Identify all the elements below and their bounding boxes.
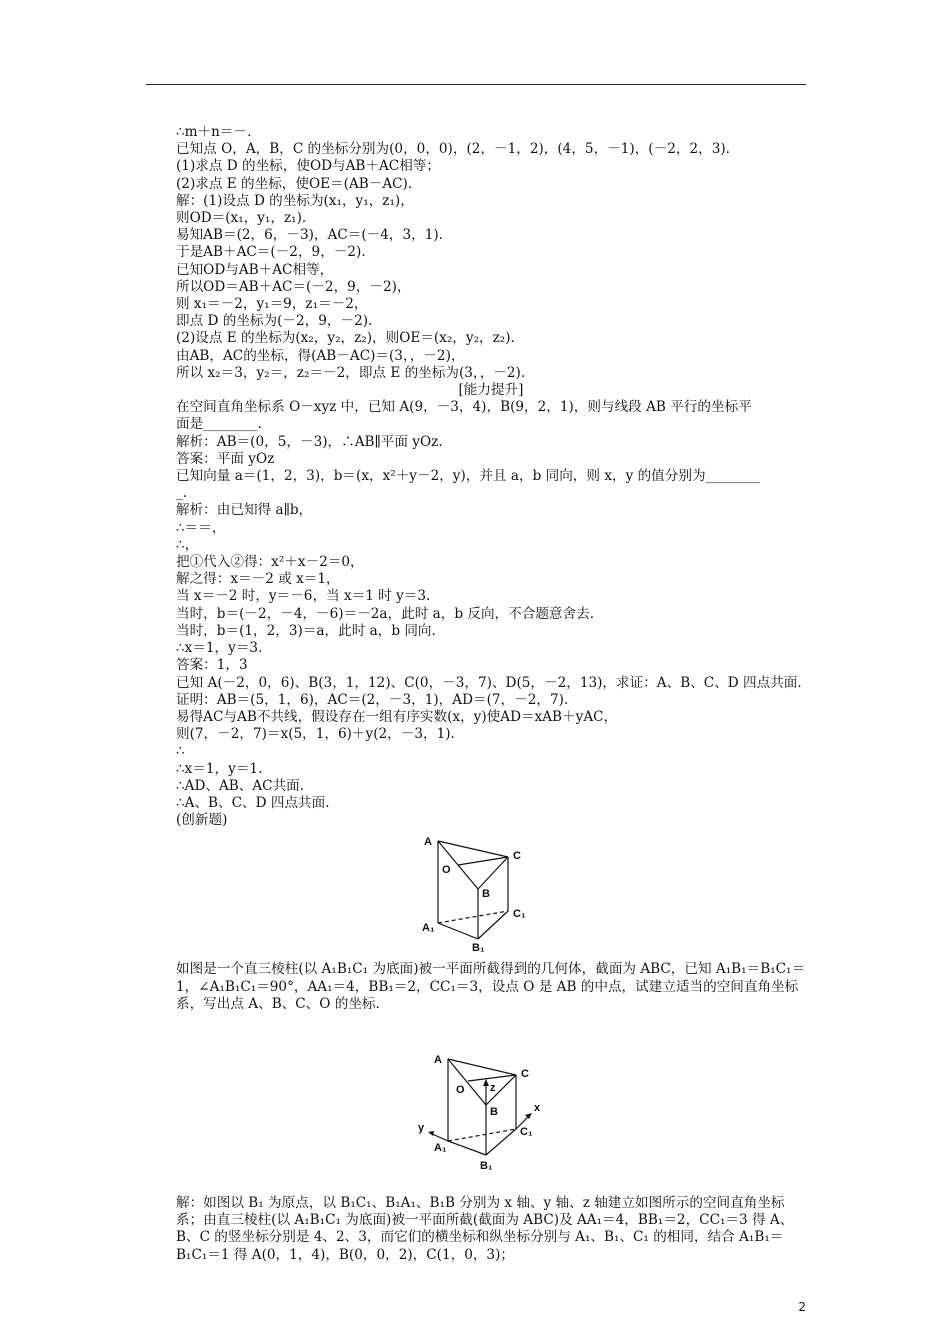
- text-line: 面是________.: [176, 416, 262, 433]
- label-C: C: [513, 850, 521, 863]
- text-line: ∴A、B、C、D 四点共面.: [176, 794, 330, 811]
- text-line: 当时，b＝(1，2，3)＝a，此时 a，b 同向.: [176, 622, 436, 639]
- text-line: 在空间直角坐标系 O－xyz 中，已知 A(9，－3，4)，B(9，2，1)，则与线段 AB 平行的坐标平: [176, 399, 752, 416]
- problem-text: 如图是一个直三棱柱(以 A₁B₁C₁ 为底面)被一平面所截得到的几何体，截面为 ABC，已知 A₁B₁＝B₁C₁＝1，∠A₁B₁C₁＝90°，AA₁＝4，BB₁＝2，CC₁＝3，设点 O 是 AB 的中点，试建立适当的空间直角坐标系，写出点 A、B、C、O 的坐标.: [176, 961, 806, 1012]
- text-line: 解析：由已知得 a∥b，: [176, 502, 313, 519]
- label-A: A: [434, 1053, 442, 1066]
- text-line: ∴，: [176, 536, 199, 553]
- text-line: (2)求点 E 的坐标，使OE＝(AB－AC).: [176, 175, 413, 192]
- text-line: 易得AC与AB不共线，假设存在一组有序实数(x，y)使AD＝xAB＋yAC，: [176, 708, 618, 725]
- label-C: C: [521, 1067, 529, 1080]
- text-line: ∴: [176, 743, 185, 760]
- text-line: ∴AD、AB、AC共面.: [176, 777, 305, 794]
- text-line: 易知AB＝(2，6，－3)，AC＝(－4，3，1).: [176, 227, 443, 244]
- text-line: 已知点 O，A，B，C 的坐标分别为(0，0，0)，(2，－1，2)，(4，5，－1)，(－2，2，3).: [176, 141, 730, 158]
- text-line: 所以OD＝AB＋AC＝(－2，9，－2)，: [176, 278, 411, 295]
- text-line: 已知OD与AB＋AC相等，: [176, 261, 334, 278]
- label-O: O: [442, 864, 451, 877]
- document-body: [176, 124, 806, 1264]
- solution-block-1: [176, 124, 806, 382]
- text-line: 于是AB＋AC＝(－2，9，－2).: [176, 244, 366, 261]
- text-line: 答案：1，3: [176, 657, 248, 674]
- label-C1: C₁: [520, 1125, 533, 1138]
- label-x: x: [534, 1101, 541, 1114]
- text-line: 当 x＝－2 时，y＝－6，当 x＝1 时 y＝3.: [176, 588, 431, 605]
- label-A1: A₁: [434, 1141, 447, 1154]
- text-line: ∴m＋n＝－.: [176, 124, 252, 140]
- text-line: ∴x＝1，y＝1.: [176, 760, 263, 777]
- text-line: 解之得：x＝－2 或 x＝1，: [176, 571, 340, 588]
- text-line: 即点 D 的坐标为(－2，9，－2).: [176, 313, 373, 330]
- label-B: B: [490, 1105, 498, 1118]
- text-line: ∴＝＝，: [176, 519, 226, 536]
- text-line: (2)设点 E 的坐标为(x₂，y₂，z₂)，则OE＝(x₂，y₂，z₂).: [176, 330, 515, 347]
- text-line: 当时，b＝(－2，－4，－6)＝－2a，此时 a，b 反向，不合题意舍去.: [176, 605, 595, 622]
- text-line: 由AB，AC的坐标，得(AB－AC)＝(3，，－2)，: [176, 347, 465, 364]
- text-line: 所以 x₂＝3，y₂＝，z₂＝－2，即点 E 的坐标为(3，，－2).: [176, 364, 526, 381]
- text-line: 证明：AB＝(5，1，6)，AC＝(2，－3，1)，AD＝(7，－2，7).: [176, 691, 569, 708]
- text-line: 则 x₁＝－2，y₁＝9，z₁＝－2，: [176, 296, 368, 313]
- text-line: ∴x＝1，y＝3.: [176, 640, 263, 657]
- page-number: 2: [798, 1300, 806, 1314]
- label-O: O: [456, 1083, 465, 1096]
- text-line: 已知向量 a＝(1，2，3)，b＝(x，x²＋y－2，y)，并且 a，b 同向，则 x，y 的值分别为________: [176, 468, 760, 485]
- label-y: y: [418, 1121, 425, 1134]
- text-line: 把①代入②得：x²＋x－2＝0，: [176, 554, 364, 571]
- text-line: 已知 A(－2，0，6)、B(3，1，12)、C(0，－3，7)、D(5，－2，13)，求证：A、B、C、D 四点共面.: [176, 674, 802, 691]
- text-line: 解：(1)设点 D 的坐标为(x₁，y₁，z₁)，: [176, 192, 414, 209]
- figure-prism: [416, 835, 566, 953]
- label-B1: B₁: [480, 1159, 493, 1172]
- solution-text: 解：如图以 B₁ 为原点，以 B₁C₁、B₁A₁、B₁B 分别为 x 轴、y 轴、z 轴建立如图所示的空间直角坐标系；由直三棱柱(以 A₁B₁C₁ 为底面)被一平面所截(截面为 ABC)及 AA₁＝4，BB₁＝2，CC₁＝3 得 A、B、C 的竖坐标分别是 4、2、3，而它们的横坐标和纵坐标分别与 A₁、B₁、C₁ 的相同，结合 A₁B₁＝B₁C₁＝1 得 A(0，1，4)，B(0，0，2)，C(1，0，3)；: [176, 1194, 794, 1263]
- label-B: B: [482, 888, 490, 901]
- figure-prism-axes: [416, 1053, 566, 1173]
- label-A: A: [424, 836, 432, 849]
- text-line: (创新题): [176, 812, 228, 829]
- section-heading: [能力提升]: [458, 382, 524, 399]
- header-rule: [146, 84, 806, 85]
- label-z: z: [490, 1081, 496, 1094]
- label-A1: A₁: [422, 922, 435, 935]
- text-line: 则OD＝(x₁，y₁，z₁).: [176, 210, 307, 227]
- label-B1: B₁: [472, 942, 485, 954]
- text-line: 则(7，－2，7)＝x(5，1，6)＋y(2，－3，1).: [176, 726, 455, 743]
- label-C1: C₁: [513, 908, 526, 921]
- text-line: _.: [176, 485, 188, 502]
- text-line: (1)求点 D 的坐标，使OD与AB＋AC相等；: [176, 158, 440, 175]
- text-line: 解析：AB＝(0，5，－3)，∴AB∥平面 yOz.: [176, 433, 443, 450]
- text-line: 答案：平面 yOz: [176, 450, 275, 467]
- solution-block-2: [176, 399, 806, 829]
